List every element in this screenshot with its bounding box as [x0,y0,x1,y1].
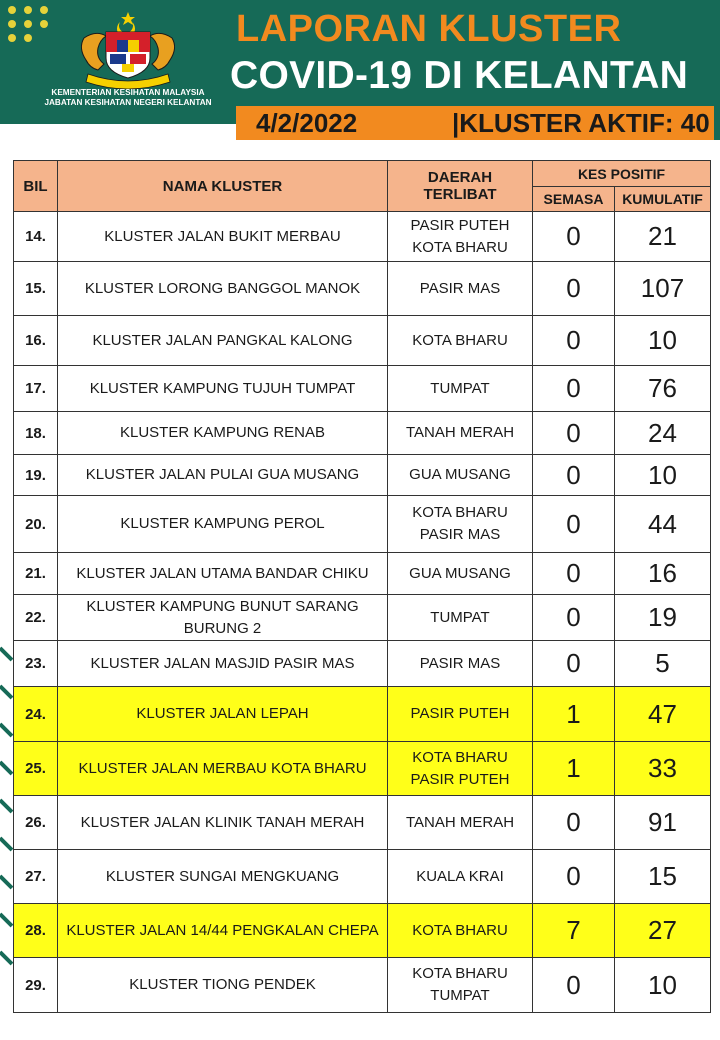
current-cases: 0 [533,641,615,687]
dot-decoration [40,20,48,28]
district-cell [388,455,533,496]
district-name: PASIR MAS [419,279,501,297]
report-date: 4/2/2022 [256,108,358,138]
row-number: 28. [14,904,58,958]
dot-decoration [40,6,48,14]
district-name: TUMPAT [430,379,490,397]
district-cell [388,742,533,796]
column-header-daerah-line-2: TERLIBAT [423,186,497,203]
current-cases: 0 [533,796,615,850]
cumulative-cases: 15 [615,850,711,904]
report-title-line-2: COVID-19 DI KELANTAN [230,54,689,97]
cumulative-cases: 107 [615,262,711,316]
district-name: PASIR PUTEH [410,705,510,722]
cumulative-cases: 5 [615,641,711,687]
cluster-name: KLUSTER JALAN LEPAH [58,687,388,742]
district-name: TANAH MERAH [405,424,515,441]
row-number: 25. [14,742,58,796]
district-name: KOTA BHARU [412,331,508,349]
ministry-line-1: KEMENTERIAN KESIHATAN MALAYSIA [51,88,205,97]
cluster-table [13,160,711,1013]
column-header-nama: NAMA KLUSTER [58,161,388,212]
district-name: TANAH MERAH [405,813,515,831]
table-row-highlighted [14,904,711,958]
district-cell [388,687,533,742]
column-header-semasa: SEMASA [533,187,615,212]
dot-decoration [8,6,16,14]
current-cases: 0 [533,595,615,641]
cluster-table-body [14,212,711,1013]
current-cases: 0 [533,850,615,904]
current-cases: 1 [533,687,615,742]
cumulative-cases: 27 [615,904,711,958]
row-number: 17. [14,366,58,412]
table-row [14,212,711,262]
table-row [14,595,711,641]
district-name: KOTA BHARU [412,965,508,982]
table-row [14,455,711,496]
table-row [14,796,711,850]
current-cases: 0 [533,262,615,316]
row-number: 22. [14,595,58,641]
malaysia-coat-of-arms-icon [62,8,194,90]
cluster-name: KLUSTER JALAN UTAMA BANDAR CHIKU [58,553,388,595]
table-row-highlighted [14,742,711,796]
table-row [14,641,711,687]
current-cases: 0 [533,212,615,262]
table-row [14,553,711,595]
district-cell [388,412,533,455]
current-cases: 7 [533,904,615,958]
dot-decoration [24,34,32,42]
district-cell [388,262,533,316]
district-name: KOTA BHARU [412,921,508,939]
district-cell [388,904,533,958]
district-cell [388,316,533,366]
cluster-name: KLUSTER LORONG BANGGOL MANOK [58,262,388,316]
district-cell [388,958,533,1013]
row-number: 20. [14,496,58,553]
table-row [14,262,711,316]
row-number: 15. [14,262,58,316]
dot-decoration [8,20,16,28]
current-cases: 0 [533,553,615,595]
cumulative-cases: 24 [615,412,711,455]
cluster-name: KLUSTER SUNGAI MENGKUANG [58,850,388,904]
cluster-name: KLUSTER KAMPUNG PEROL [58,496,388,553]
cumulative-cases: 10 [615,455,711,496]
district-cell [388,796,533,850]
banner-edge-decoration [714,106,720,140]
row-number: 26. [14,796,58,850]
cluster-name: KLUSTER JALAN BUKIT MERBAU [58,212,388,262]
current-cases: 1 [533,742,615,796]
cumulative-cases: 91 [615,796,711,850]
district-name: PASIR MAS [419,526,501,543]
cumulative-cases: 10 [615,958,711,1013]
district-name: KOTA BHARU [412,238,508,256]
district-cell [388,496,533,553]
current-cases: 0 [533,412,615,455]
cluster-name: KLUSTER JALAN MERBAU KOTA BHARU [58,742,388,796]
ministry-name [40,88,216,108]
cluster-name: KLUSTER JALAN KLINIK TANAH MERAH [58,796,388,850]
ministry-line-2: JABATAN KESIHATAN NEGERI KELANTAN [44,98,212,107]
dot-decoration [24,6,32,14]
cumulative-cases: 16 [615,553,711,595]
current-cases: 0 [533,316,615,366]
column-header-daerah-line-1: DAERAH [427,169,493,186]
row-number: 29. [14,958,58,1013]
district-name: TUMPAT [430,608,490,626]
district-cell [388,366,533,412]
current-cases: 0 [533,496,615,553]
column-header-kumulatif: KUMULATIF [615,187,711,212]
row-number: 16. [14,316,58,366]
cluster-name: KLUSTER KAMPUNG RENAB [58,412,388,455]
cluster-name: KLUSTER JALAN 14/44 PENGKALAN CHEPA [58,904,388,958]
cumulative-cases: 33 [615,742,711,796]
district-cell [388,850,533,904]
current-cases: 0 [533,958,615,1013]
row-number: 24. [14,687,58,742]
row-number: 14. [14,212,58,262]
district-name: GUA MUSANG [409,564,511,582]
column-header-daerah [388,161,533,212]
active-cluster-count: |KLUSTER AKTIF: 40 [452,108,710,138]
cluster-name: KLUSTER JALAN MASJID PASIR MAS [58,641,388,687]
decorative-dots [8,6,68,46]
dot-decoration [24,20,32,28]
cumulative-cases: 76 [615,366,711,412]
table-row [14,366,711,412]
table-row-highlighted [14,687,711,742]
side-stripes-decoration [0,640,14,1040]
column-header-bil: BIL [14,161,58,212]
row-number: 21. [14,553,58,595]
table-row [14,316,711,366]
district-name: PASIR MAS [419,654,501,672]
district-name: TUMPAT [430,987,490,1004]
current-cases: 0 [533,366,615,412]
district-name: PASIR PUTEH [410,770,510,788]
row-number: 27. [14,850,58,904]
district-cell [388,641,533,687]
table-row [14,958,711,1013]
dot-decoration [8,34,16,42]
table-row [14,496,711,553]
district-name: KUALA KRAI [416,867,504,885]
district-cell [388,595,533,641]
cumulative-cases: 44 [615,496,711,553]
row-number: 19. [14,455,58,496]
district-name: KOTA BHARU [412,748,508,766]
cumulative-cases: 21 [615,212,711,262]
district-cell [388,553,533,595]
cumulative-cases: 10 [615,316,711,366]
cumulative-cases: 19 [615,595,711,641]
district-name: PASIR PUTEH [410,216,510,234]
district-name: GUA MUSANG [409,466,511,483]
column-header-kes-positif: KES POSITIF [533,161,711,187]
district-name: KOTA BHARU [412,504,508,521]
current-cases: 0 [533,455,615,496]
district-cell [388,212,533,262]
cluster-name: KLUSTER TIONG PENDEK [58,958,388,1013]
table-row [14,412,711,455]
row-number: 23. [14,641,58,687]
cumulative-cases: 47 [615,687,711,742]
row-number: 18. [14,412,58,455]
cluster-name: KLUSTER JALAN PULAI GUA MUSANG [58,455,388,496]
cluster-name: KLUSTER JALAN PANGKAL KALONG [58,316,388,366]
report-title-line-1: LAPORAN KLUSTER [236,8,622,50]
table-row [14,850,711,904]
cluster-name: KLUSTER KAMPUNG TUJUH TUMPAT [58,366,388,412]
cluster-name: KLUSTER KAMPUNG BUNUT SARANG BURUNG 2 [58,595,388,641]
